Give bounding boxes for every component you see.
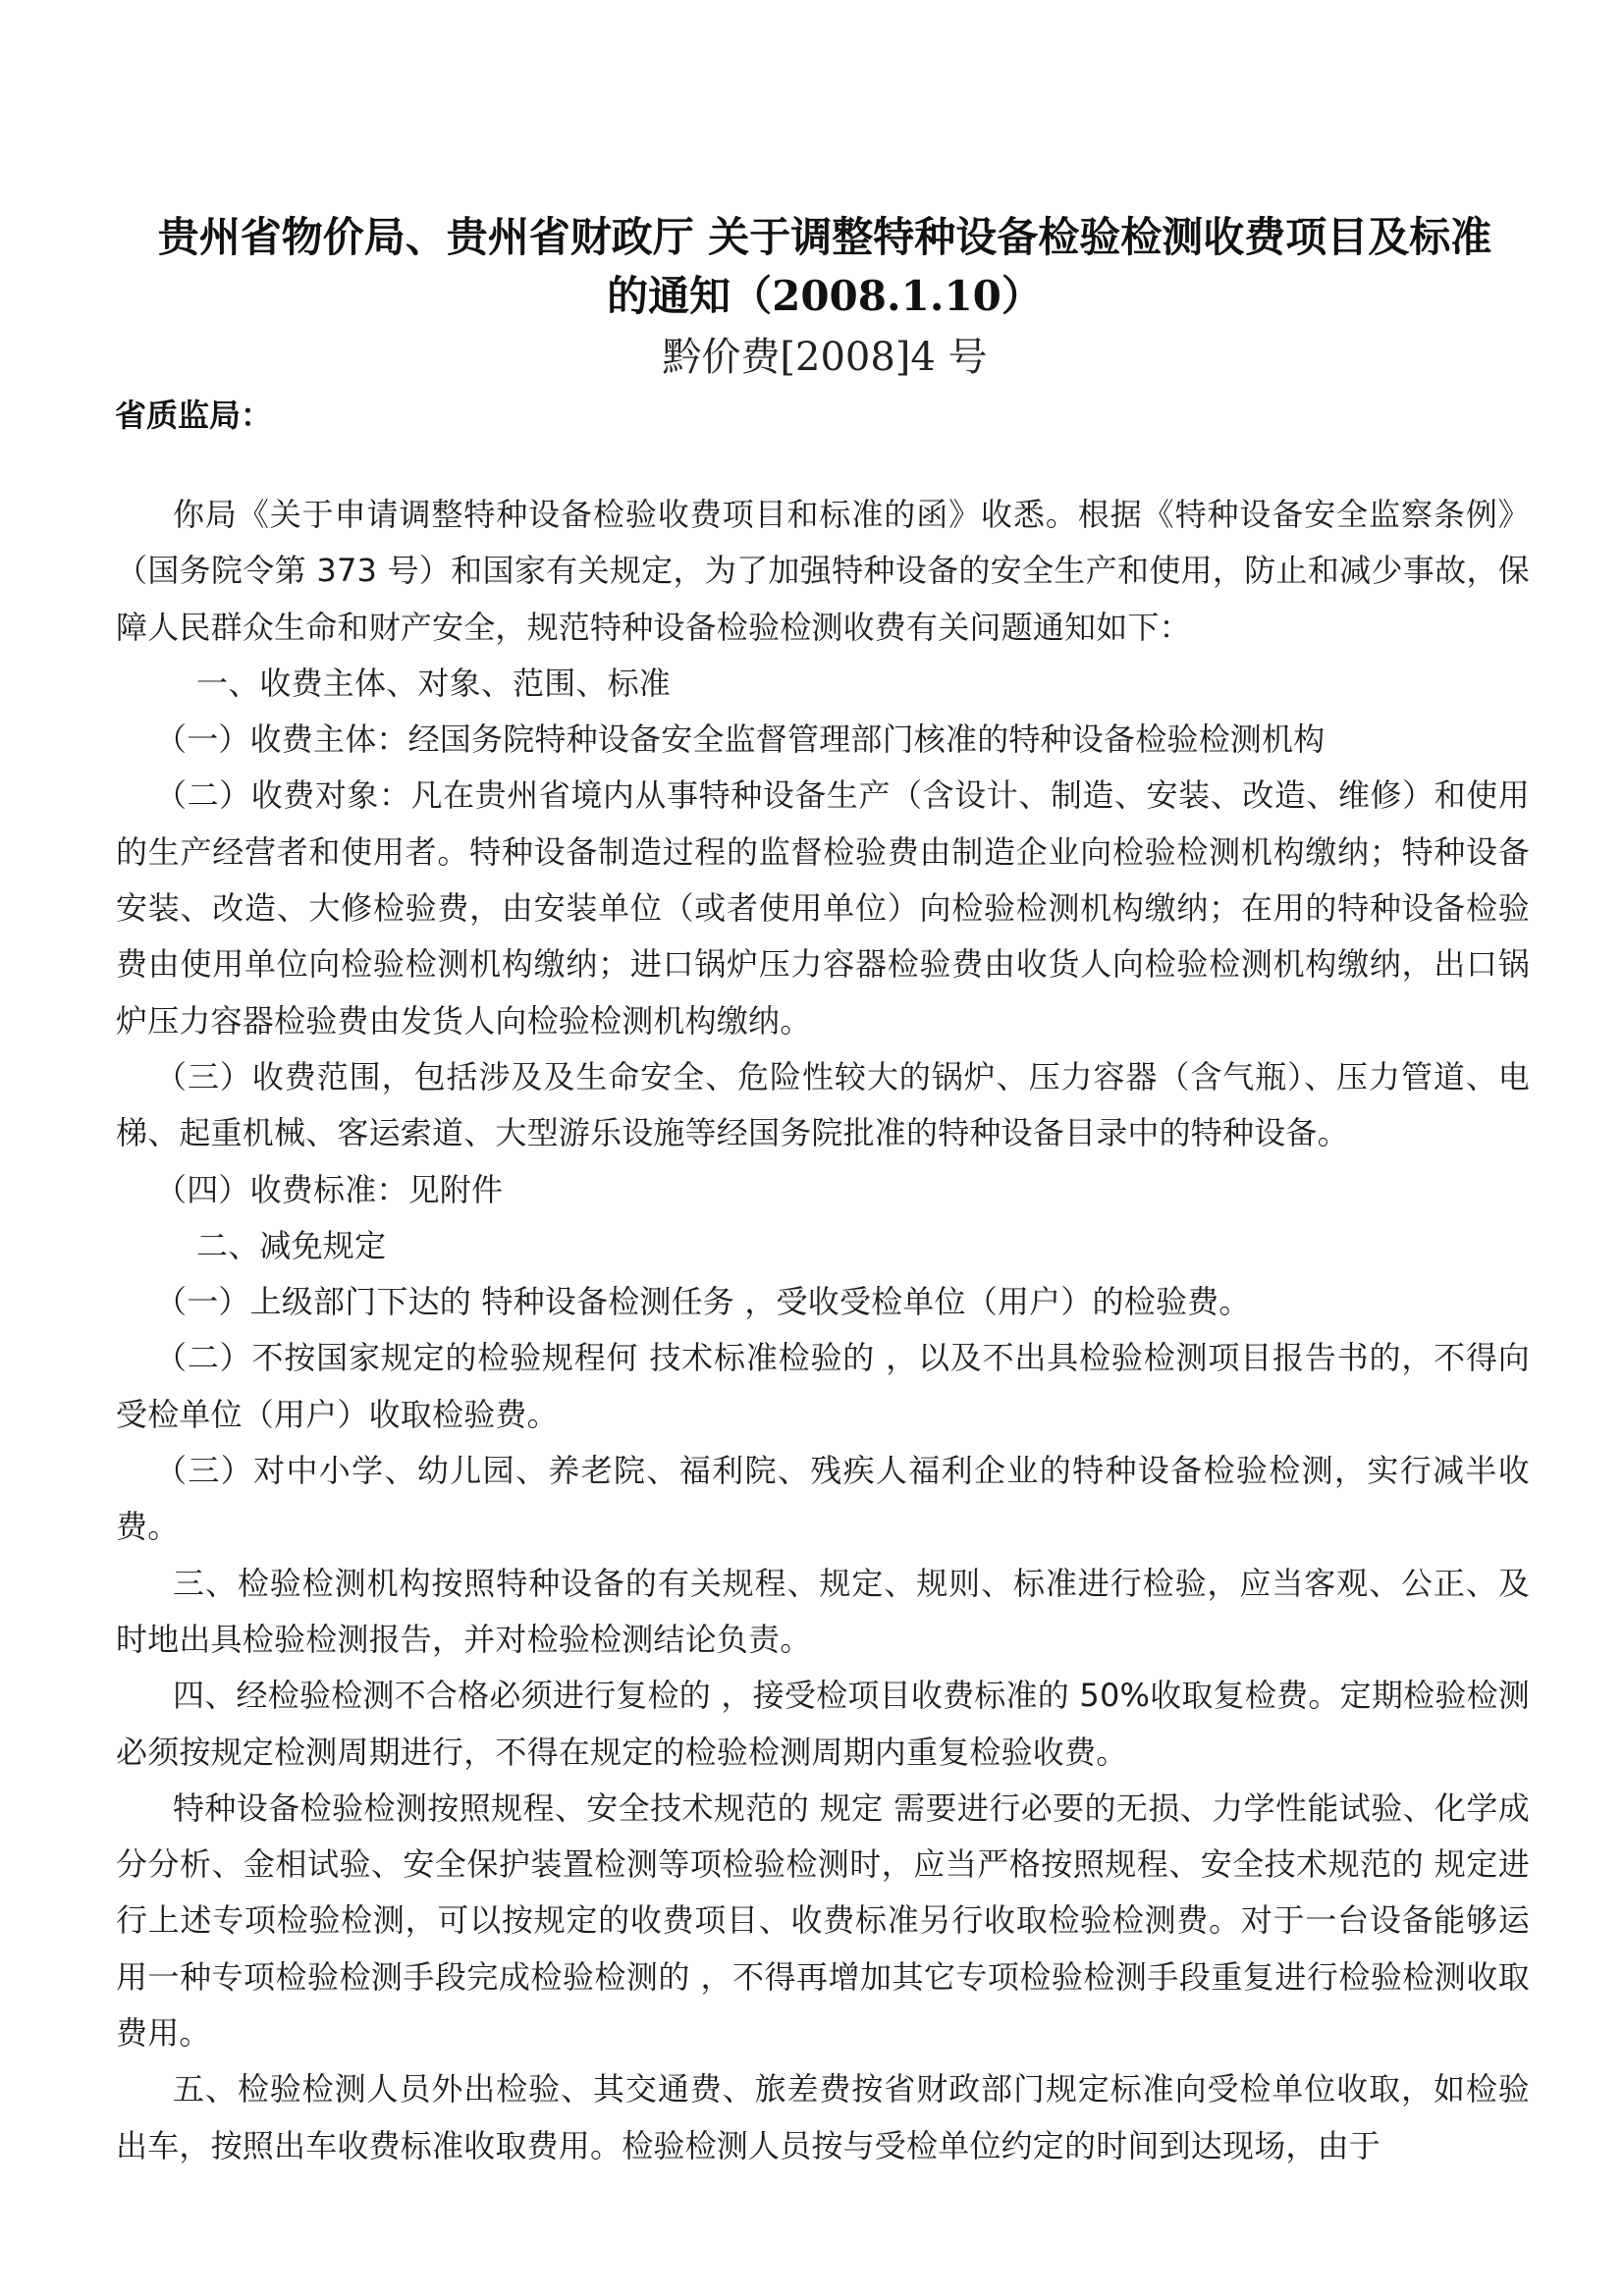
document-title-line-2: 的通知（2008.1.10）	[607, 272, 1043, 320]
paragraph-2-3: （三）对中小学、幼儿园、养老院、福利院、残疾人福利企业的特种设备检验检测，实行减半收费。	[116, 1452, 1530, 1546]
paragraph-1-2: （二）收费对象：凡在贵州省境内从事特种设备生产（含设计、制造、安装、改造、维修）和使用的生产经营者和使用者。特种设备制造过程的监督检验费由制造企业向检验检测机构缴纳；特种设备安装、改造、大修检验费，由安装单位（或者使用单位）向检验检测机构缴纳；在用的特种设备检验费由使用单位向检验检测机构缴纳；进口锅炉压力容器检验费由收货人向检验检测机构缴纳，出口锅炉压力容器检验费由发货人向检验检测机构缴纳。	[116, 776, 1530, 1040]
paragraph-intro: 你局《关于申请调整特种设备检验收费项目和标准的函》收悉。根据《特种设备安全监察条例》（国务院令第 373 号）和国家有关规定，为了加强特种设备的安全生产和使用，防止和减少事故，保障人民群众生命和财产安全，规范特种设备检验检测收费有关问题通知如下：	[116, 496, 1530, 646]
document-title-line-1: 贵州省物价局、贵州省财政厅 关于调整特种设备检验检测收费项目及标准	[157, 213, 1492, 261]
section-heading-2: 二、减免规定	[196, 1226, 387, 1264]
paragraph-2-1: （一）上级部门下达的 特种设备检测任务 ，受收受检单位（用户）的检验费。	[155, 1283, 1251, 1321]
salutation: 省质监局：	[115, 397, 273, 434]
section-5: 五、检验检测人员外出检验、其交通费、旅差费按省财政部门规定标准向受检单位收取，如检验出车，按照出车收费标准收取费用。检验检测人员按与受检单位约定的时间到达现场，由于	[116, 2070, 1530, 2164]
paragraph-1-4: （四）收费标准：见附件	[155, 1170, 504, 1208]
document-body	[116, 487, 1530, 2174]
section-4-extra: 特种设备检验检测按照规程、安全技术规范的 规定 需要进行必要的无损、力学性能试验、化学成分分析、金相试验、安全保护装置检测等项检验检测时，应当严格按照规程、安全技术规范的 规定进行上述专项检验检测，可以按规定的收费项目、收费标准另行收取检验检测费。对于一台设备能够运用一种专项检验检测手段完成检验检测的 ，不得再增加其它专项检验检测手段重复进行检验检测收取费用。	[116, 1789, 1530, 2053]
paragraph-1-3: （三）收费范围，包括涉及及生命安全、危险性较大的锅炉、压力容器（含气瓶）、压力管道、电梯、起重机械、客运索道、大型游乐设施等经国务院批准的特种设备目录中的特种设备。	[116, 1057, 1530, 1152]
document-number: 黔价费[2008]4 号	[662, 335, 988, 380]
section-3: 三、检验检测机构按照特种设备的有关规程、规定、规则、标准进行检验，应当客观、公正、及时地出具检验检测报告，并对检验检测结论负责。	[116, 1564, 1530, 1658]
paragraph-1-1: （一）收费主体：经国务院特种设备安全监督管理部门核准的特种设备检验检测机构	[155, 721, 1326, 759]
section-heading-1: 一、收费主体、对象、范围、标准	[196, 664, 672, 702]
section-4: 四、经检验检测不合格必须进行复检的 ，接受检项目收费标准的 50%收取复检费。定期检验检测必须按规定检测周期进行，不得在规定的检验检测周期内重复检验收费。	[116, 1677, 1530, 1771]
paragraph-2-2: （二）不按国家规定的检验规程何 技术标准检验的 ，以及不出具检验检测项目报告书的，不得向受检单位（用户）收取检验费。	[116, 1339, 1530, 1433]
